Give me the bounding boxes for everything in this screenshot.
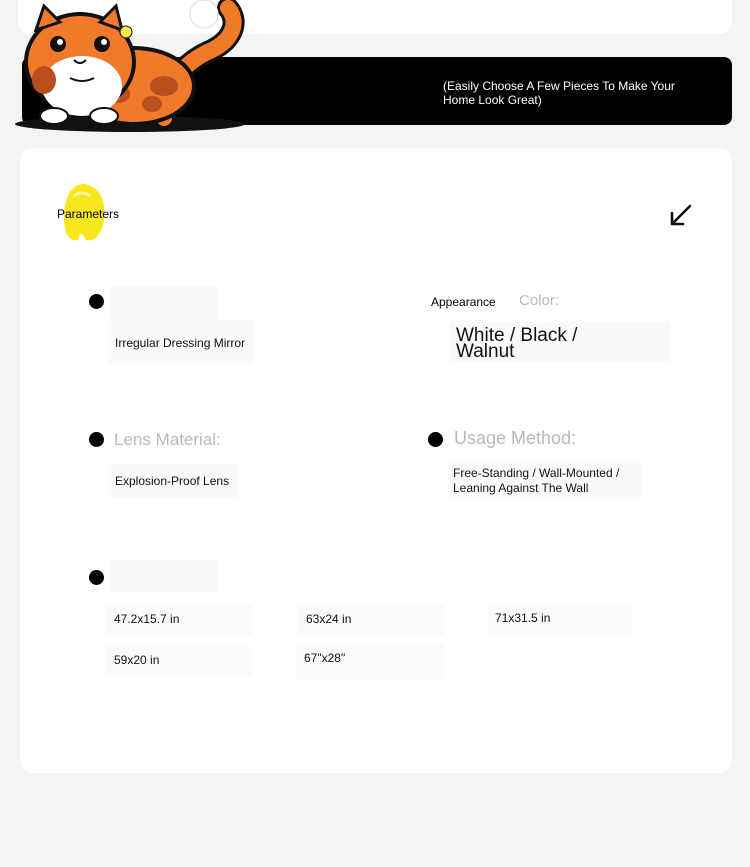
lens-value: Explosion-Proof Lens <box>115 474 230 488</box>
banner-text: (Easily Choose A Few Pieces To Make Your Home Look Great) <box>443 79 675 107</box>
size-option[interactable]: 63x24 in <box>298 605 444 635</box>
size-option[interactable]: 59x20 in <box>106 646 252 676</box>
bullet-lens <box>89 432 104 447</box>
bullet-usage <box>428 432 443 447</box>
section-title: Parameters <box>57 207 120 221</box>
type-value: Irregular Dressing Mirror <box>115 336 246 350</box>
size-option[interactable]: 67"x28" <box>296 644 444 680</box>
usage-label: Usage Method: <box>454 428 577 448</box>
size-option[interactable]: 47.2x15.7 in <box>106 605 252 635</box>
parameters-card <box>20 148 732 773</box>
sizes-label-placeholder <box>110 560 218 592</box>
bullet-type <box>89 294 104 309</box>
bullet-sizes <box>89 570 104 585</box>
lens-label: Lens Material: <box>114 430 221 449</box>
color-label: Color: <box>519 292 560 309</box>
usage-value: Free-Standing / Wall-Mounted / Leaning Against The Wall <box>453 466 620 495</box>
cat-mascot-icon <box>14 0 246 134</box>
type-label-placeholder <box>110 286 218 320</box>
arrow-down-left-icon[interactable] <box>668 202 694 228</box>
color-prefix: Appearance <box>431 295 496 309</box>
color-value: White / Black / Walnut <box>456 325 578 362</box>
size-option[interactable]: 71x31.5 in <box>487 604 633 634</box>
